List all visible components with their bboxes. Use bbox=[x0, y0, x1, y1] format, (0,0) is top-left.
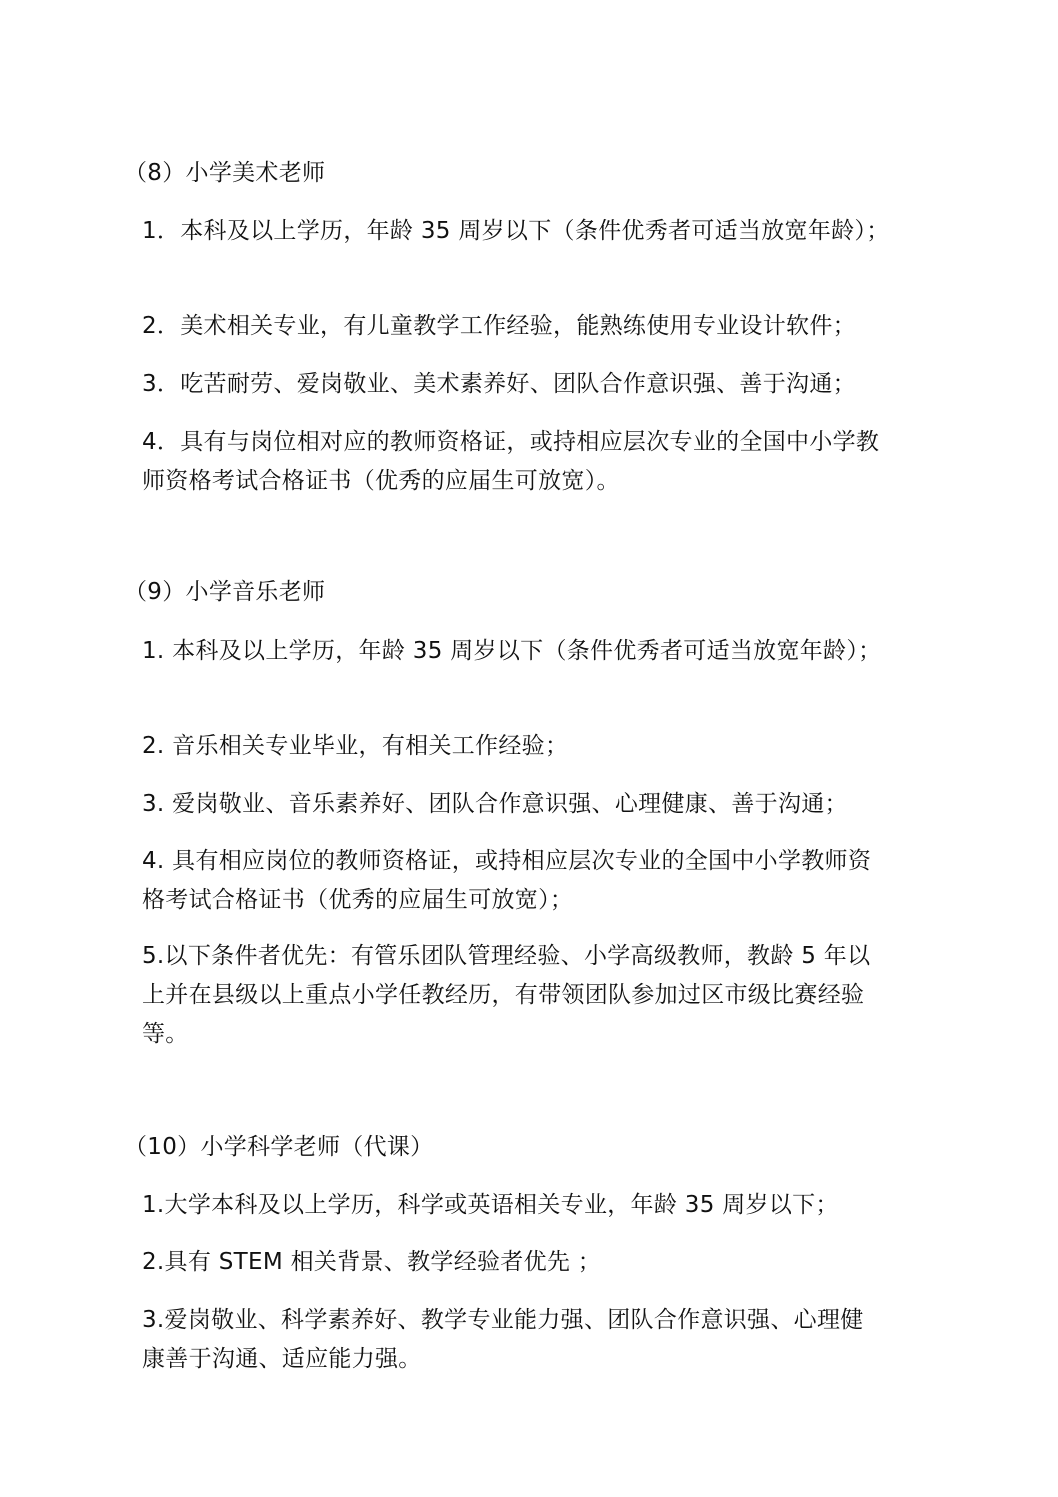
requirement-line: 上并在县级以上重点小学任教经历，有带领团队参加过区市级比赛经验 bbox=[142, 982, 865, 1008]
requirement-line: 师资格考试合格证书（优秀的应届生可放宽）。 bbox=[142, 468, 620, 494]
requirement-line: 3.爱岗敬业、科学素养好、教学专业能力强、团队合作意识强、心理健 bbox=[142, 1307, 864, 1333]
requirement-line: 格考试合格证书（优秀的应届生可放宽）； bbox=[142, 887, 574, 913]
requirement-line: 等。 bbox=[142, 1021, 189, 1047]
requirement-line: 1．本科及以上学历，年龄 35 周岁以下（条件优秀者可适当放宽年龄）； bbox=[142, 218, 890, 244]
requirement-line: 1.大学本科及以上学历，科学或英语相关专业，年龄 35 周岁以下； bbox=[142, 1192, 839, 1218]
requirement-line: 2．美术相关专业，有儿童教学工作经验，能熟练使用专业设计软件； bbox=[142, 313, 856, 339]
requirement-line: 1. 本科及以上学历，年龄 35 周岁以下（条件优秀者可适当放宽年龄）； bbox=[142, 638, 882, 664]
section-heading-science-teacher: （10）小学科学老师（代课） bbox=[124, 1134, 434, 1160]
requirement-line: 4．具有与岗位相对应的教师资格证，或持相应层次专业的全国中小学教 bbox=[142, 429, 880, 455]
requirement-line: 4. 具有相应岗位的教师资格证，或持相应层次专业的全国中小学教师资 bbox=[142, 848, 872, 874]
requirement-line: 5.以下条件者优先：有管乐团队管理经验、小学高级教师，教龄 5 年以 bbox=[142, 943, 871, 969]
requirement-line: 3. 爱岗敬业、音乐素养好、团队合作意识强、心理健康、善于沟通； bbox=[142, 791, 848, 817]
requirement-line: 2. 音乐相关专业毕业，有相关工作经验； bbox=[142, 733, 569, 759]
requirement-line: 3．吃苦耐劳、爱岗敬业、美术素养好、团队合作意识强、善于沟通； bbox=[142, 371, 856, 397]
requirement-line: 2.具有 STEM 相关背景、教学经验者优先 ； bbox=[142, 1249, 602, 1275]
requirement-line: 康善于沟通、适应能力强。 bbox=[142, 1346, 422, 1372]
section-heading-music-teacher: （9）小学音乐老师 bbox=[124, 579, 326, 605]
section-heading-art-teacher: （8）小学美术老师 bbox=[124, 160, 326, 186]
